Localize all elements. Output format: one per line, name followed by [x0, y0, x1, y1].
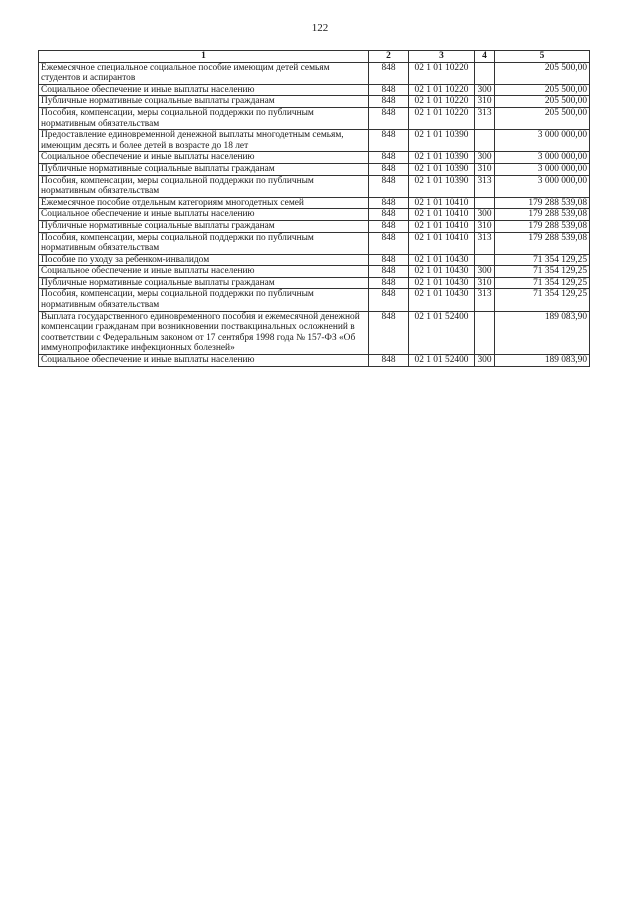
- row-vr-cell: 300: [475, 266, 495, 278]
- row-name-cell: Социальное обеспечение и иные выплаты населению: [39, 209, 369, 221]
- row-sum-cell: 179 288 539,08: [495, 197, 590, 209]
- row-gr-cell: 848: [369, 152, 409, 164]
- row-vr-cell: 310: [475, 96, 495, 108]
- row-cs-cell: 02 1 01 10390: [409, 152, 475, 164]
- row-vr-cell: [475, 197, 495, 209]
- row-name-cell: Социальное обеспечение и иные выплаты населению: [39, 84, 369, 96]
- page-number: 122: [311, 22, 329, 34]
- table-row: [39, 277, 590, 289]
- row-sum-cell: 3 000 000,00: [495, 175, 590, 197]
- row-sum-cell: 179 288 539,08: [495, 232, 590, 254]
- row-sum-cell: 71 354 129,25: [495, 254, 590, 266]
- row-gr-cell: 848: [369, 96, 409, 108]
- table-row: [39, 152, 590, 164]
- table-row: [39, 220, 590, 232]
- table-row: [39, 62, 590, 84]
- row-gr-cell: 848: [369, 277, 409, 289]
- row-vr-cell: [475, 130, 495, 152]
- table-row: [39, 130, 590, 152]
- row-sum-cell: 3 000 000,00: [495, 152, 590, 164]
- row-gr-cell: 848: [369, 355, 409, 367]
- row-vr-cell: 300: [475, 209, 495, 221]
- row-cs-cell: 02 1 01 52400: [409, 355, 475, 367]
- row-cs-cell: 02 1 01 10220: [409, 107, 475, 129]
- row-cs-cell: 02 1 01 10390: [409, 175, 475, 197]
- row-sum-cell: 189 083,90: [495, 355, 590, 367]
- header-col-2: 2: [369, 51, 409, 63]
- table-row: [39, 355, 590, 367]
- row-cs-cell: 02 1 01 10430: [409, 277, 475, 289]
- table-row: [39, 163, 590, 175]
- row-sum-cell: 71 354 129,25: [495, 266, 590, 278]
- row-gr-cell: 848: [369, 84, 409, 96]
- row-gr-cell: 848: [369, 163, 409, 175]
- row-name-cell: Пособия, компенсации, меры социальной поддержки по публичным нормативным обязательствам: [39, 175, 369, 197]
- table-row: [39, 209, 590, 221]
- row-sum-cell: 205 500,00: [495, 62, 590, 84]
- row-cs-cell: 02 1 01 10430: [409, 266, 475, 278]
- row-vr-cell: [475, 254, 495, 266]
- row-name-cell: Предоставление единовременной денежной выплаты многодетным семьям, имеющим десять и более детей в возрасте до 18 лет: [39, 130, 369, 152]
- row-gr-cell: 848: [369, 62, 409, 84]
- table-row: [39, 84, 590, 96]
- row-sum-cell: 71 354 129,25: [495, 289, 590, 311]
- row-vr-cell: 313: [475, 175, 495, 197]
- row-gr-cell: 848: [369, 107, 409, 129]
- row-vr-cell: 313: [475, 289, 495, 311]
- row-name-cell: Пособия, компенсации, меры социальной поддержки по публичным нормативным обязательствам: [39, 107, 369, 129]
- row-name-cell: Выплата государственного единовременного пособия и ежемесячной денежной компенсации гражданам при возникновении поствакцинальных осложнений в соответствии с Федеральным законом от 17 сентября 1998 года № 157-ФЗ «Об иммунопрофилактике инфекционных болезней»: [39, 311, 369, 354]
- table-row: [39, 254, 590, 266]
- row-cs-cell: 02 1 01 52400: [409, 311, 475, 354]
- table-row: [39, 232, 590, 254]
- row-name-cell: Пособия, компенсации, меры социальной поддержки по публичным нормативным обязательствам: [39, 289, 369, 311]
- row-cs-cell: 02 1 01 10430: [409, 289, 475, 311]
- row-gr-cell: 848: [369, 254, 409, 266]
- table-header-row: [39, 51, 590, 63]
- table-row: [39, 96, 590, 108]
- row-vr-cell: 313: [475, 107, 495, 129]
- row-gr-cell: 848: [369, 130, 409, 152]
- row-vr-cell: 310: [475, 277, 495, 289]
- row-sum-cell: 189 083,90: [495, 311, 590, 354]
- row-vr-cell: 300: [475, 355, 495, 367]
- row-cs-cell: 02 1 01 10390: [409, 130, 475, 152]
- row-vr-cell: 313: [475, 232, 495, 254]
- row-gr-cell: 848: [369, 289, 409, 311]
- row-sum-cell: 3 000 000,00: [495, 163, 590, 175]
- row-gr-cell: 848: [369, 232, 409, 254]
- budget-table: [38, 50, 590, 367]
- row-gr-cell: 848: [369, 209, 409, 221]
- row-gr-cell: 848: [369, 311, 409, 354]
- row-cs-cell: 02 1 01 10390: [409, 163, 475, 175]
- table-row: [39, 175, 590, 197]
- table-row: [39, 197, 590, 209]
- row-sum-cell: 205 500,00: [495, 96, 590, 108]
- table-row: [39, 266, 590, 278]
- table-body: [39, 62, 590, 366]
- row-vr-cell: 310: [475, 220, 495, 232]
- row-sum-cell: 71 354 129,25: [495, 277, 590, 289]
- row-name-cell: Ежемесячное специальное социальное пособие имеющим детей семьям студентов и аспирантов: [39, 62, 369, 84]
- row-cs-cell: 02 1 01 10410: [409, 232, 475, 254]
- row-cs-cell: 02 1 01 10410: [409, 209, 475, 221]
- row-name-cell: Ежемесячное пособие отдельным категориям многодетных семей: [39, 197, 369, 209]
- row-gr-cell: 848: [369, 266, 409, 278]
- row-name-cell: Публичные нормативные социальные выплаты гражданам: [39, 96, 369, 108]
- row-name-cell: Социальное обеспечение и иные выплаты населению: [39, 152, 369, 164]
- row-sum-cell: 3 000 000,00: [495, 130, 590, 152]
- row-gr-cell: 848: [369, 197, 409, 209]
- table-row: [39, 311, 590, 354]
- row-gr-cell: 848: [369, 175, 409, 197]
- header-col-3: 3: [409, 51, 475, 63]
- row-name-cell: Социальное обеспечение и иные выплаты населению: [39, 266, 369, 278]
- table-row: [39, 289, 590, 311]
- row-name-cell: Социальное обеспечение и иные выплаты населению: [39, 355, 369, 367]
- row-cs-cell: 02 1 01 10220: [409, 62, 475, 84]
- row-cs-cell: 02 1 01 10220: [409, 96, 475, 108]
- table-row: [39, 107, 590, 129]
- row-vr-cell: [475, 62, 495, 84]
- row-sum-cell: 179 288 539,08: [495, 209, 590, 221]
- row-gr-cell: 848: [369, 220, 409, 232]
- header-col-4: 4: [475, 51, 495, 63]
- row-cs-cell: 02 1 01 10410: [409, 197, 475, 209]
- row-vr-cell: 310: [475, 163, 495, 175]
- row-name-cell: Публичные нормативные социальные выплаты гражданам: [39, 277, 369, 289]
- header-col-1: 1: [39, 51, 369, 63]
- row-sum-cell: 179 288 539,08: [495, 220, 590, 232]
- row-vr-cell: 300: [475, 152, 495, 164]
- row-name-cell: Публичные нормативные социальные выплаты гражданам: [39, 220, 369, 232]
- row-name-cell: Пособия, компенсации, меры социальной поддержки по публичным нормативным обязательствам: [39, 232, 369, 254]
- row-name-cell: Публичные нормативные социальные выплаты гражданам: [39, 163, 369, 175]
- row-cs-cell: 02 1 01 10410: [409, 220, 475, 232]
- row-cs-cell: 02 1 01 10220: [409, 84, 475, 96]
- row-name-cell: Пособие по уходу за ребенком-инвалидом: [39, 254, 369, 266]
- row-sum-cell: 205 500,00: [495, 84, 590, 96]
- row-sum-cell: 205 500,00: [495, 107, 590, 129]
- row-vr-cell: [475, 311, 495, 354]
- row-cs-cell: 02 1 01 10430: [409, 254, 475, 266]
- row-vr-cell: 300: [475, 84, 495, 96]
- header-col-5: 5: [495, 51, 590, 63]
